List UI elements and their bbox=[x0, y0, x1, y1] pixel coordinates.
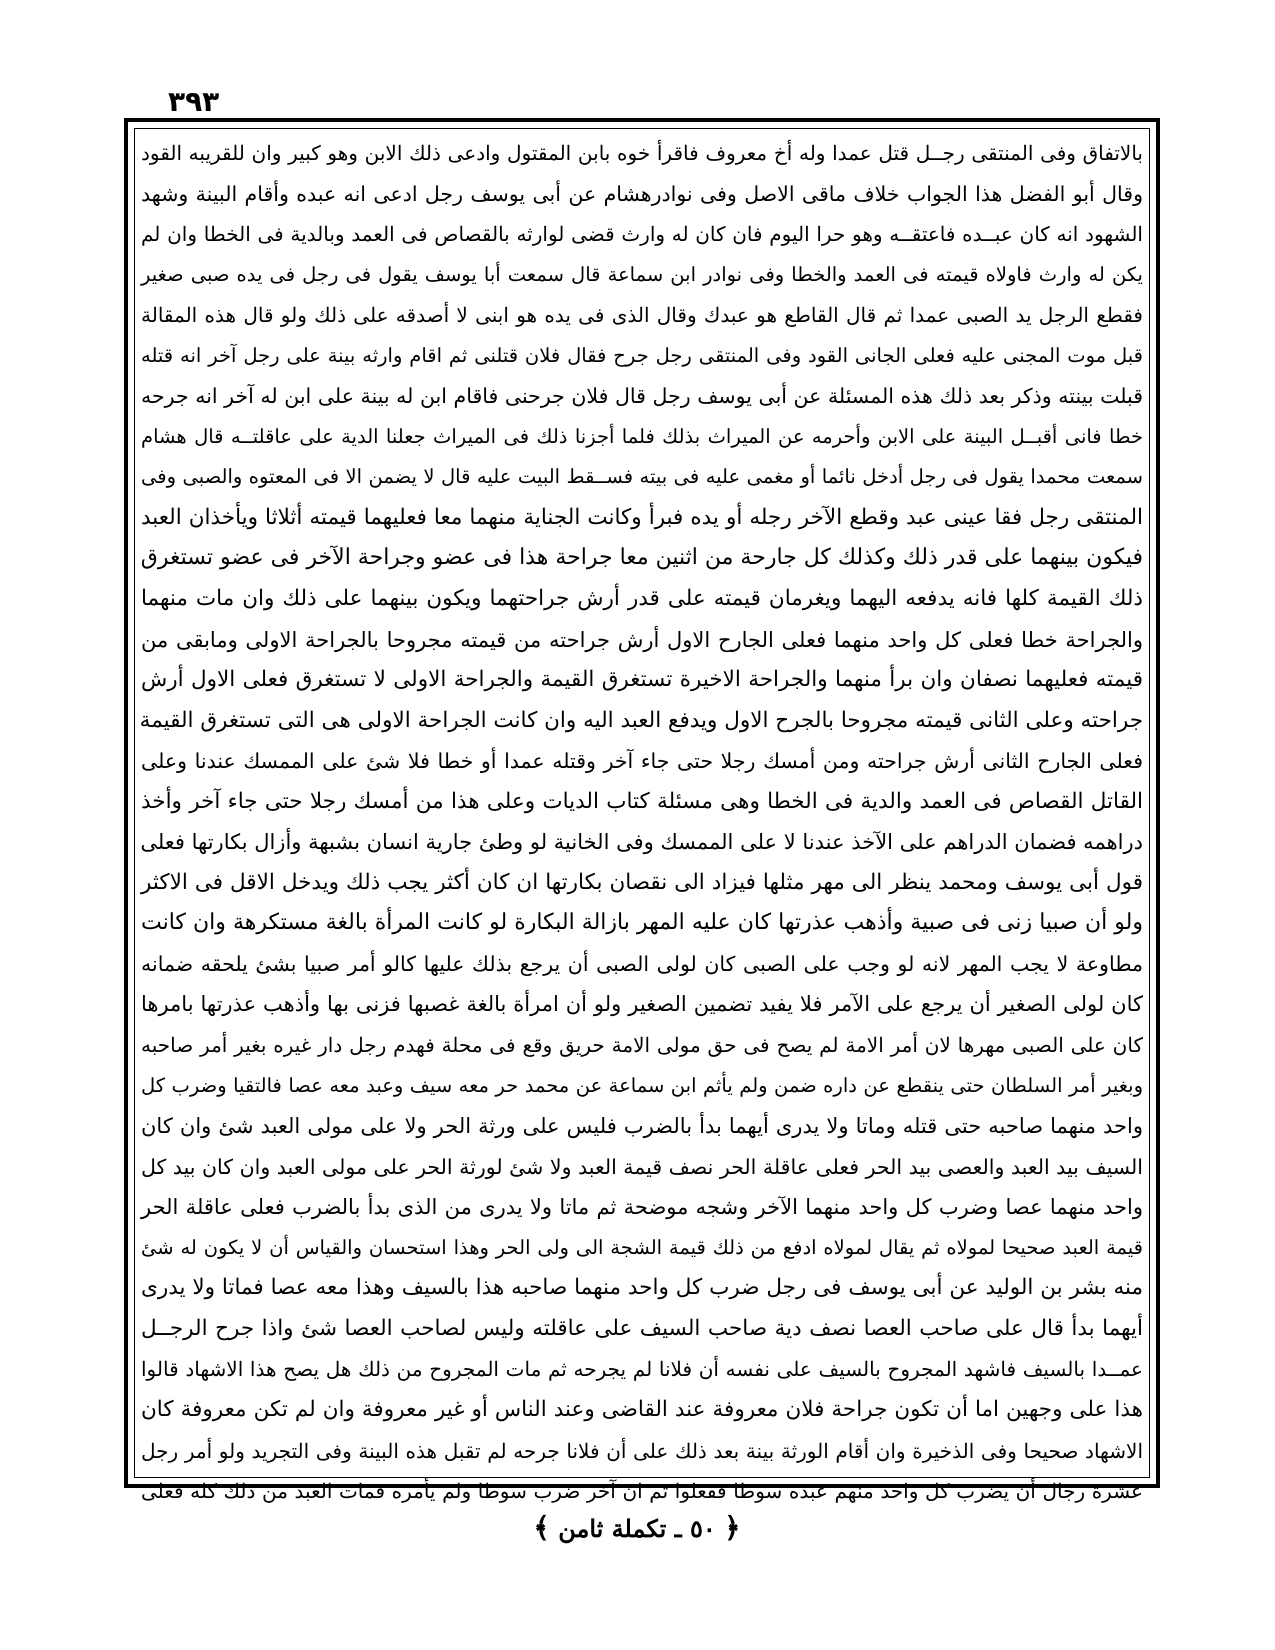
footer-label: تكملة ثامن bbox=[558, 1514, 667, 1543]
text-line: سمعت محمدا يقول فى رجل أدخل نائما أو مغمى عليه فى بيته فســقط البيت عليه قال لا يضمن الا فى المعتوه والصبى وفى bbox=[141, 465, 1143, 489]
text-line: قيمته فعليهما نصفان وان برأ منهما والجراحة الاخيرة تستغرق القيمة والجراحة الاولى لا تستغرق فعلى الاول أرش bbox=[141, 667, 1143, 693]
page-number: ٣٩٣ bbox=[168, 85, 220, 118]
text-line: وقال أبو الفضل هذا الجواب خلاف ماقى الاصل وفى نوادرهشام عن أبى يوسف رجل ادعى انه عبده وأقام البينة وشهد bbox=[141, 181, 1143, 206]
text-line: واحد منهما عصا وضرب كل واحد منهما الآخر وشجه موضحة ثم ماتا ولا يدرى من الذى بدأ بالضرب فعلى عاقلة الحر bbox=[141, 1195, 1143, 1220]
page-footer bbox=[492, 1506, 782, 1550]
text-line: ولو أن صبيا زنى فى صبية وأذهب عذرتها كان عليه المهر بازالة البكارة لو كانت المرأة بالغة مستكرهة وان كانت bbox=[141, 910, 1143, 936]
text-line: ذلك القيمة كلها فانه يدفعه اليهما ويغرمان قيمته على قدر أرش جراحتهما ويكون بينهما على ذلك وان مات منهما bbox=[141, 586, 1143, 612]
text-line: المنتقى رجل فقا عينى عبد وقطع الآخر رجله أو يده فبرأ وكانت الجناية منهما معا فعليهما قيمته أثلاثا ويأخذان العبد bbox=[141, 504, 1143, 530]
text-line: كان لولى الصغير أن يرجع على الآمر فلا يفيد تضمين الصغير ولو أن امرأة بالغة غصبها فزنى بها وأذهب عذرتها بامرها bbox=[141, 992, 1143, 1017]
text-line: مطاوعة لا يجب المهر لانه لو وجب على الصبى كان لولى الصبى أن يرجع بذلك عليها كالو أمر صبيا بشئ يلحقه ضمانه bbox=[141, 951, 1143, 976]
text-line: كان على الصبى مهرها لان أمر الامة لم يصح فى حق مولى الامة حريق وقع فى محلة فهدم رجل دار غيره بغير أمر صاحبه bbox=[141, 1033, 1143, 1058]
text-line: يكن له وارث فاولاه قيمته فى العمد والخطا وفى نوادر ابن سماعة قال سمعت أبا يوسف يقول فى رجل فى يده صبى صغير bbox=[141, 262, 1143, 286]
main-text-block bbox=[139, 133, 1143, 1504]
inner-page-border bbox=[134, 128, 1150, 1504]
text-line: دراهمه فضمان الدراهم على الآخذ عندنا لا على الممسك وفى الخانية لو وطئ جارية انسان بشبهة وأزال بكارتها فعلى bbox=[140, 830, 1143, 855]
footer-dash: ـ bbox=[674, 1514, 682, 1543]
text-line: الاشهاد صحيحا وفى الذخيرة وان أقام الورثة بينة بعد ذلك على أن فلانا جرحه لم تقبل هذه البينة وفى التجريد ولو أمر رجل bbox=[141, 1438, 1143, 1463]
text-line: هذا على وجهين اما أن تكون جراحة فلان معروفة عند القاضى وعند الناس أو غير معروفة وان لم تكن معروفة كان bbox=[141, 1396, 1143, 1422]
text-line: قبلت بينته وذكر بعد ذلك هذه المسئلة عن أبى يوسف رجل قال فلان جرحنى فاقام ابن له بينة على ابن له آخر انه جرحه bbox=[141, 384, 1143, 409]
text-line: القاتل القصاص فى العمد والدية فى الخطا وهى مسئلة كتاب الديات وعلى هذا من أمسك رجلا حتى جاء آخر وأخذ bbox=[141, 788, 1143, 814]
text-line: منه بشر بن الوليد عن أبى يوسف فى رجل ضرب كل واحد منهما صاحبه هذا بالسيف وهذا معه عصا فماتا ولا يدرى bbox=[141, 1275, 1143, 1301]
text-line: عمــدا بالسيف فاشهد المجروح بالسيف على نفسه أن فلانا لم يجرحه ثم مات المجروح من ذلك هل يصح هذا الاشهاد قالوا bbox=[141, 1357, 1143, 1382]
text-line: عشرة رجال أن يضرب كل واحد منهم عبده سوطا ففعلوا ثم ان آخر ضرب سوطا ولم يأمره فمات العبد من ذلك كله فعلى bbox=[141, 1479, 1143, 1504]
text-line: فعلى الجارح الثانى أرش جراحته ومن أمسك رجلا حتى جاء آخر وقتله عمدا أو خطا فلا شئ على الممسك عندنا وعلى bbox=[141, 749, 1143, 774]
footer-close-bracket: ﴾ bbox=[533, 1511, 550, 1544]
text-line: فقطع الرجل يد الصبى عمدا ثم قال القاطع هو عبدك وقال الذى فى يده هو ابنى لا أصدقه على ذلك ولو قال هذه المقالة bbox=[141, 303, 1143, 328]
text-line: قيمة العبد صحيحا لمولاه ثم يقال لمولاه ادفع من ذلك قيمة الشجة الى ولى الحر وهذا استحسان والقياس أن لا يكون له شئ bbox=[141, 1235, 1143, 1259]
text-line: قبل موت المجنى عليه فعلى الجانى القود وفى المنتقى رجل جرح فقال فلان قتلنى ثم اقام وارثه بينة على رجل آخر انه قتله bbox=[141, 343, 1143, 367]
text-line: قول أبى يوسف ومحمد ينظر الى مهر مثلها فيزاد الى نقصان بكارتها ان كان أكثر يجب ذلك ويدخل الاقل فى الاكثر bbox=[141, 869, 1143, 895]
text-line: جراحته وعلى الثانى قيمته مجروحا بالجرح الاول ويدفع العبد اليه وان كانت الجراحة الاولى هى التى تستغرق القيمة bbox=[139, 707, 1143, 733]
text-line: وبغير أمر السلطان حتى ينقطع عن داره ضمن ولم يأثم ابن سماعة عن محمد حر معه سيف وعبد معه عصا فالتقيا وضرب كل bbox=[141, 1073, 1143, 1097]
text-line: أيهما بدأ قال على صاحب العصا نصف دية صاحب السيف على عاقلته وليس لصاحب العصا شئ واذا جرح الرجــل bbox=[141, 1315, 1143, 1341]
text-line: السيف بيد العبد والعصى بيد الحر فعلى عاقلة الحر نصف قيمة العبد ولا شئ لورثة الحر على مولى العبد وان كان بيد كل bbox=[141, 1154, 1143, 1179]
footer-number: ٥٠ bbox=[690, 1514, 716, 1543]
text-line: واحد منهما صاحبه حتى قتله وماتا ولا يدرى أيهما بدأ بالضرب فليس على ورثة الحر ولا على مولى العبد شئ وان كان bbox=[141, 1114, 1143, 1139]
footer-open-bracket: ﴿ bbox=[724, 1511, 741, 1544]
text-line: بالاتفاق وفى المنتقى رجــل قتل عمدا وله أخ معروف فاقرأ خوه بابن المقتول وادعى ذلك الابن وهو كبير وان للقريبه القود bbox=[141, 141, 1143, 165]
text-line: الشهود انه كان عبــده فاعتقــه وهو حرا اليوم فان كان له وارث قضى لوارثه بالقصاص فى العمد وبالدية فى الخطا وان لم bbox=[141, 222, 1143, 247]
text-line: والجراحة خطا فعلى كل واحد منهما فعلى الجارح الاول أرش جراحته من قيمته مجروحا بالجراحة الاولى ومابقى من bbox=[141, 627, 1143, 652]
text-line: فيكون بينهما على قدر ذلك وكذلك كل جارحة من اثنين معا جراحة هذا فى عضو وجراحة الآخر فى عضو تستغرق bbox=[140, 545, 1143, 571]
text-line: خطا فانى أقبــل البينة على الابن وأحرمه عن الميراث بذلك فلما أجزنا ذلك فى الميراث جعلنا الدية على عاقلتــه قال هشام bbox=[141, 424, 1143, 448]
